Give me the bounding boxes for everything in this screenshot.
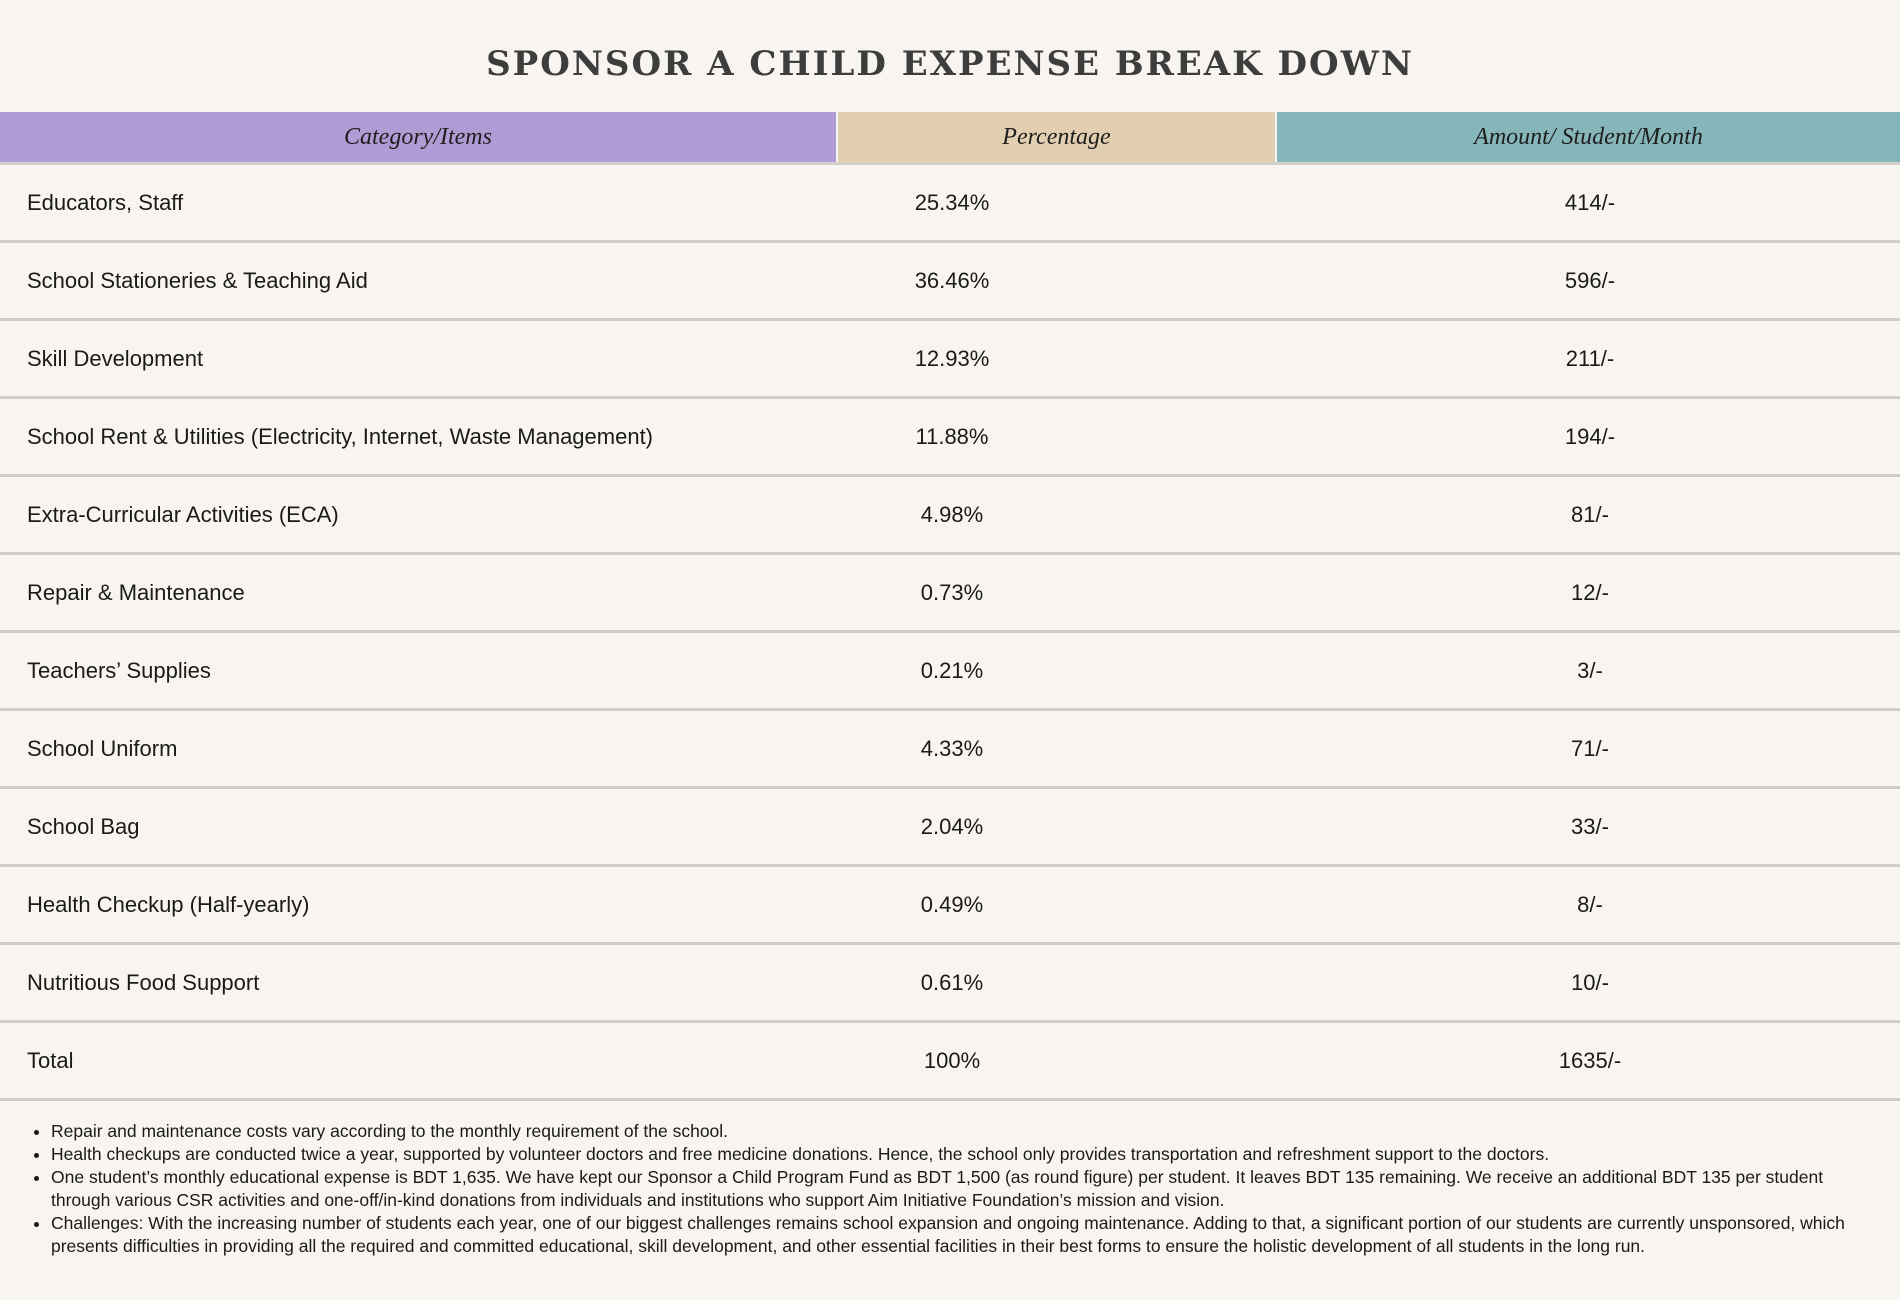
category-cell: School Bag xyxy=(27,813,140,839)
table-row xyxy=(0,555,1900,633)
footnotes-list xyxy=(22,1120,1872,1258)
table-row xyxy=(0,321,1900,399)
footnote-item: • Challenges: With the increasing number of students each year, one of our biggest challenges remains school expansion and ongoing maintenance. Adding to that, a significant portion of our students are currently unsponsored, which presents difficulties in providing all the required and committed educational, skill development, and other essential facilities in their best forms to ensure the holistic development of all students in the long run. xyxy=(51,1212,1872,1258)
category-cell: Educators, Staff xyxy=(27,189,184,215)
percentage-cell: 25.34% xyxy=(914,189,990,215)
percentage-cell: 2.04% xyxy=(920,813,984,839)
table-row xyxy=(0,399,1900,477)
category-cell: Health Checkup (Half-yearly) xyxy=(27,891,310,917)
amount-cell: 1635/- xyxy=(1558,1047,1622,1073)
total-row xyxy=(0,1023,1900,1101)
table-row xyxy=(0,477,1900,555)
header-category: Category/Items xyxy=(0,112,836,162)
table-header xyxy=(0,112,1900,162)
amount-cell: 414/- xyxy=(1564,189,1616,215)
percentage-cell: 0.61% xyxy=(920,969,984,995)
amount-cell: 194/- xyxy=(1564,423,1616,449)
footnote-item: • One student’s monthly educational expense is BDT 1,635. We have kept our Sponsor a Child Program Fund as BDT 1,500 (as round figure) per student. It leaves BDT 135 remaining. We receive an additional BDT 135 per student through various CSR activities and one-off/in-kind donations from individuals and institutions who support Aim Initiative Foundation’s mission and vision. xyxy=(51,1166,1872,1212)
table-row xyxy=(0,867,1900,945)
page-title: SPONSOR A CHILD EXPENSE BREAK DOWN xyxy=(486,44,1414,84)
amount-cell: 81/- xyxy=(1571,501,1609,527)
amount-cell: 596/- xyxy=(1564,267,1616,293)
category-cell: Skill Development xyxy=(27,345,204,371)
percentage-cell: 12.93% xyxy=(914,345,990,371)
category-cell: School Uniform xyxy=(27,735,178,761)
category-cell: Repair & Maintenance xyxy=(27,579,245,605)
category-cell: Nutritious Food Support xyxy=(27,969,260,995)
amount-cell: 33/- xyxy=(1571,813,1609,839)
percentage-cell: 0.73% xyxy=(920,579,984,605)
footnote-item: • Repair and maintenance costs vary according to the monthly requirement of the school. xyxy=(51,1120,1872,1143)
percentage-cell: 0.21% xyxy=(920,657,984,683)
percentage-cell: 4.98% xyxy=(920,501,984,527)
percentage-cell: 11.88% xyxy=(915,423,989,449)
amount-cell: 211/- xyxy=(1565,345,1615,371)
expense-table-body xyxy=(0,165,1900,1101)
percentage-cell: 0.49% xyxy=(920,891,984,917)
category-cell: School Rent & Utilities (Electricity, Internet, Waste Management) xyxy=(27,423,654,449)
percentage-cell: 4.33% xyxy=(920,735,984,761)
percentage-cell: 100% xyxy=(923,1047,981,1073)
table-row xyxy=(0,243,1900,321)
amount-cell: 71/- xyxy=(1571,735,1609,761)
amount-cell: 12/- xyxy=(1571,579,1609,605)
table-row xyxy=(0,945,1900,1023)
category-cell: School Stationeries & Teaching Aid xyxy=(27,267,368,293)
table-row xyxy=(0,789,1900,867)
header-percentage: Percentage xyxy=(836,112,1275,162)
amount-cell: 10/- xyxy=(1571,969,1609,995)
amount-cell: 8/- xyxy=(1577,891,1603,917)
footnote-item: • Health checkups are conducted twice a year, supported by volunteer doctors and free medicine donations. Hence, the school only provides transportation and refreshment support to the doctors. xyxy=(51,1143,1872,1166)
table-row xyxy=(0,711,1900,789)
category-cell: Extra-Curricular Activities (ECA) xyxy=(27,501,339,527)
category-cell: Teachers’ Supplies xyxy=(27,657,211,683)
percentage-cell: 36.46% xyxy=(914,267,990,293)
table-row xyxy=(0,165,1900,243)
amount-cell: 3/- xyxy=(1577,657,1603,683)
header-amount: Amount/ Student/Month xyxy=(1275,112,1900,162)
category-cell: Total xyxy=(27,1047,74,1073)
table-row xyxy=(0,633,1900,711)
